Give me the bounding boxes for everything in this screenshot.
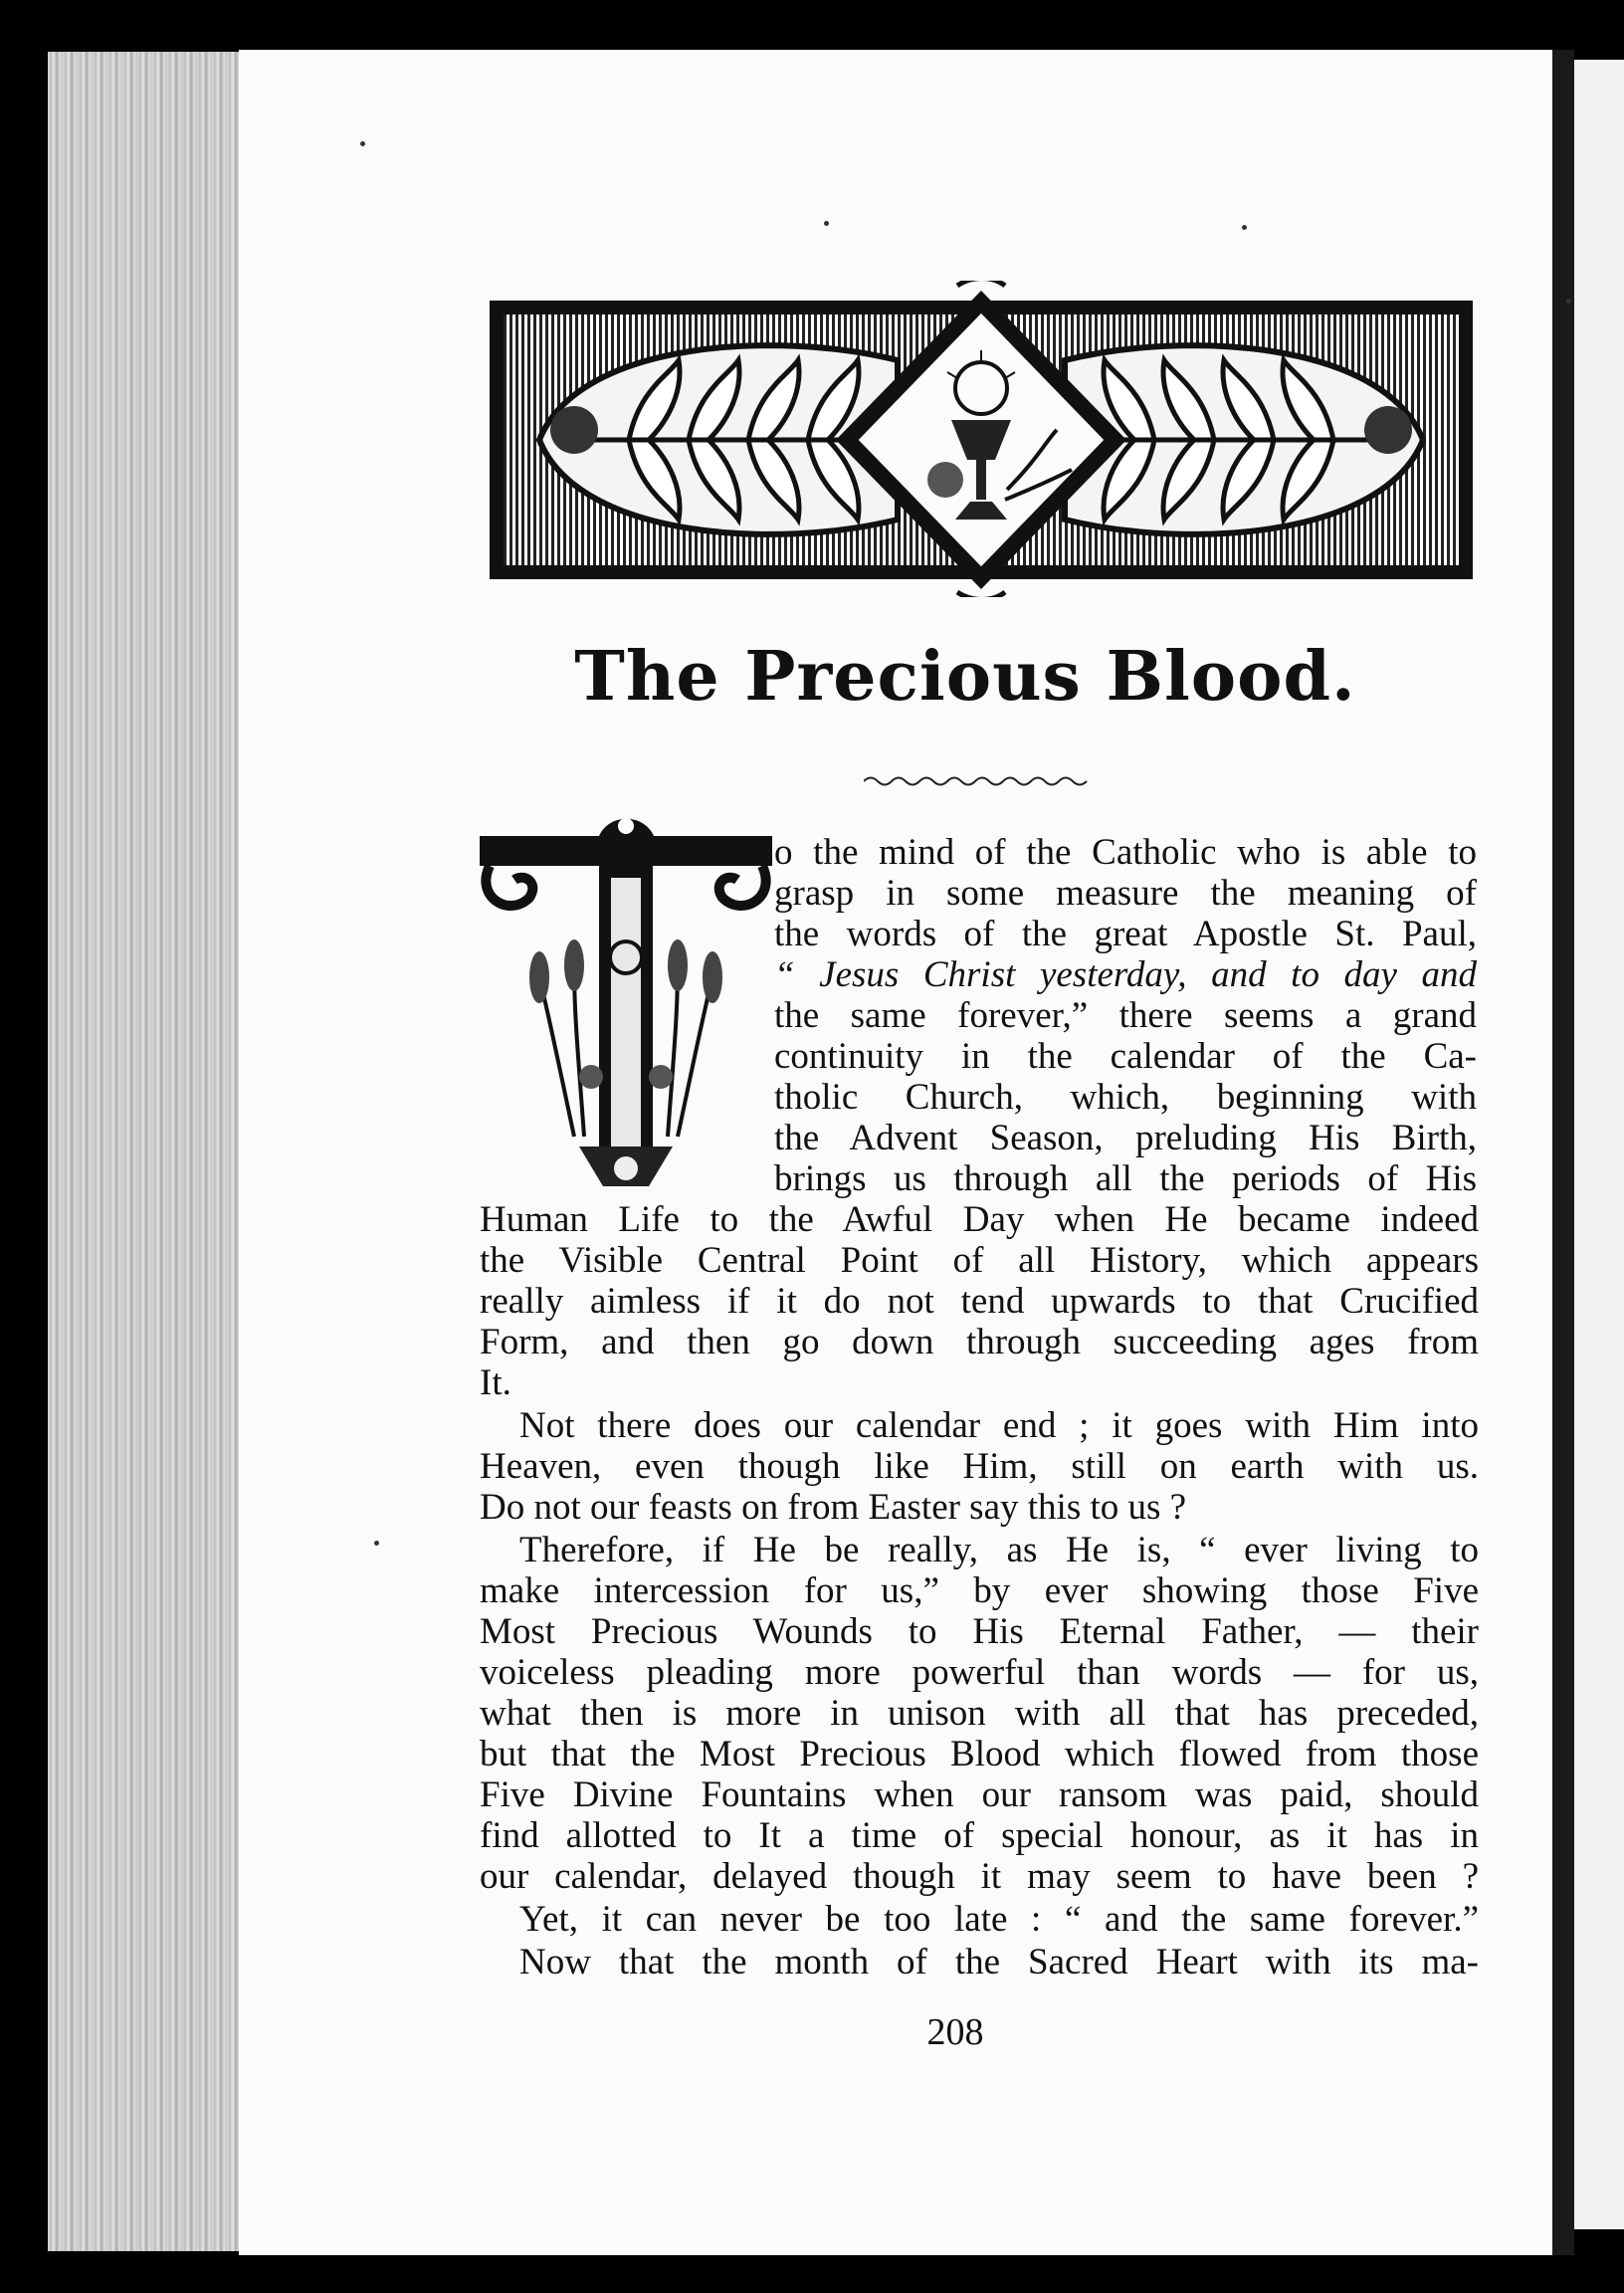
text-line: voiceless pleading more powerful than words — for us,: [480, 1652, 1479, 1693]
text-line: Heaven, even though like Him, still on earth with us.: [480, 1446, 1479, 1487]
text-line: really aimless if it do not tend upwards to that Crucified: [480, 1281, 1479, 1322]
text-line: the Visible Central Point of all History, which appears: [480, 1240, 1479, 1281]
text-line: Now that the month of the Sacred Heart with its ma-: [519, 1942, 1479, 1982]
text-line: Not there does our calendar end ; it goes with Him into: [519, 1405, 1479, 1446]
text-line: find allotted to It a time of special honour, as it has in: [480, 1815, 1479, 1856]
text-line: Do not our feasts on from Easter say this to us ?: [480, 1487, 1187, 1528]
page-edges: [48, 52, 257, 2251]
text-line: the Advent Season, preluding His Birth,: [774, 1118, 1477, 1158]
text-line: “ Jesus Christ yesterday, and to day and: [774, 954, 1477, 995]
text-line: make intercession for us,” by ever showing those Five: [480, 1570, 1479, 1611]
speck: [360, 141, 365, 146]
text-line: what then is more in unison with all that has preceded,: [480, 1693, 1479, 1734]
text-line: but that the Most Precious Blood which flowed from those: [480, 1734, 1479, 1774]
text-line: grasp in some measure the meaning of: [774, 873, 1477, 914]
speck: [824, 221, 829, 226]
page-title: The Precious Blood.: [574, 637, 1356, 717]
text-line: It.: [480, 1362, 511, 1403]
text-line: Form, and then go down through succeeding ages from: [480, 1322, 1479, 1362]
text-line: the words of the great Apostle St. Paul,: [774, 914, 1477, 954]
binding-shadow: [1552, 50, 1574, 2255]
page-number: 208: [926, 2011, 984, 2053]
speck: [1566, 299, 1571, 304]
text-line: the same forever,” there seems a grand: [774, 995, 1477, 1036]
text-line: tholic Church, which, beginning with: [774, 1077, 1477, 1118]
text-line: Yet, it can never be too late : “ and the same forever.”: [519, 1899, 1479, 1940]
text-line: brings us through all the periods of His: [774, 1158, 1477, 1199]
decorated-initial-T: [480, 808, 772, 1200]
text-line: continuity in the calendar of the Ca-: [774, 1036, 1477, 1077]
speck: [374, 1541, 379, 1546]
wavy-divider: [864, 772, 1093, 790]
text-line: Most Precious Wounds to His Eternal Father, — their: [480, 1611, 1479, 1652]
text-line: our calendar, delayed though it may seem to have been ?: [480, 1856, 1479, 1897]
text-line: Human Life to the Awful Day when He became indeed: [480, 1199, 1479, 1240]
facing-page-edge: [1574, 60, 1624, 2229]
text-line: o the mind of the Catholic who is able to: [774, 832, 1477, 873]
speck: [1242, 225, 1247, 230]
chalice-ornament-header: [480, 281, 1483, 597]
text-line: Five Divine Fountains when our ransom was paid, should: [480, 1774, 1479, 1815]
text-line: Therefore, if He be really, as He is, “ ever living to: [519, 1530, 1479, 1570]
